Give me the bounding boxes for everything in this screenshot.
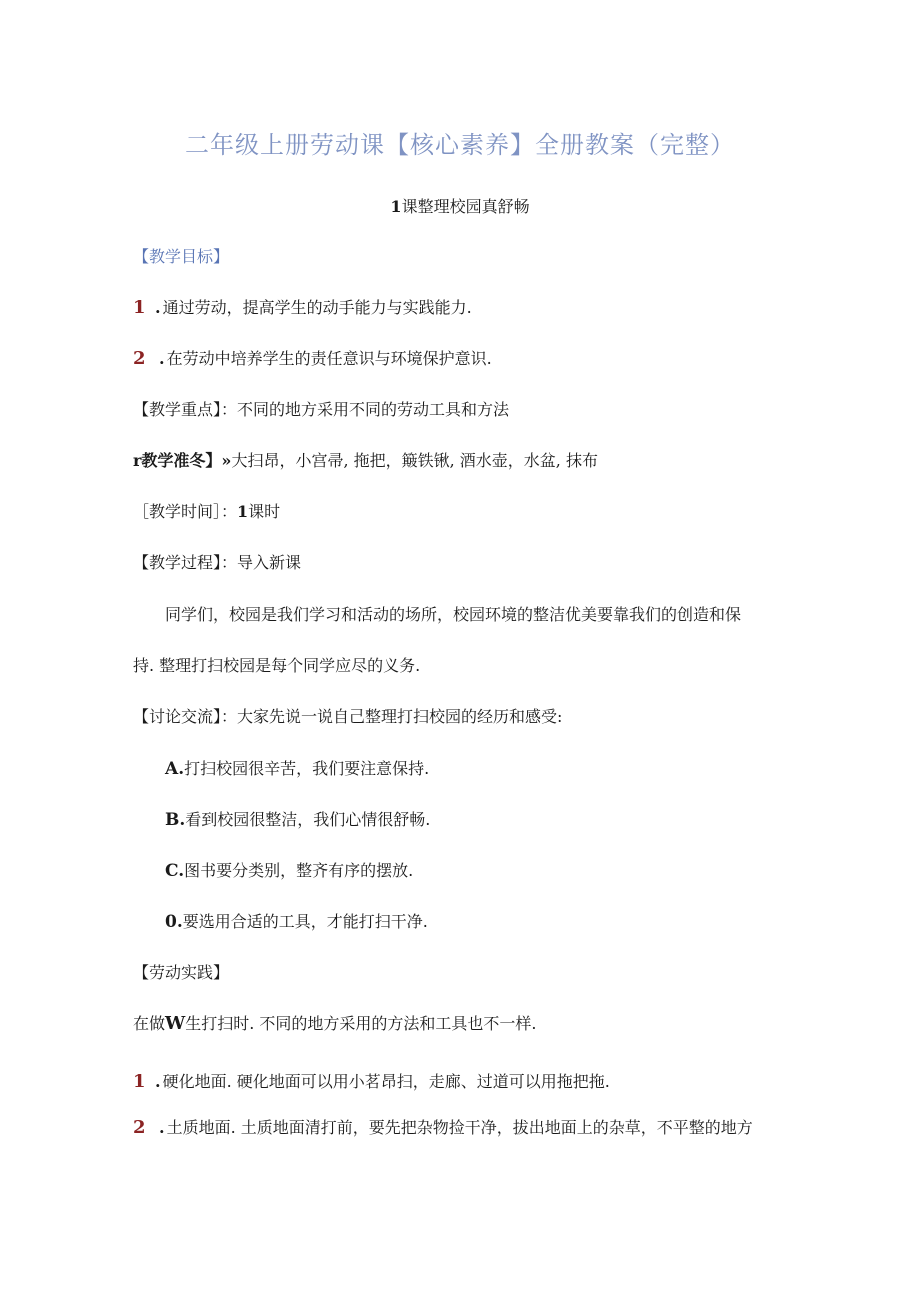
discussion-option: [165, 912, 428, 932]
document-title: 二年级上册劳动课【核心素养】全册教案（完整）: [185, 131, 735, 159]
option-text: 要选用合适的工具，才能打扫干净.: [182, 912, 428, 931]
discussion-option: [165, 861, 413, 881]
goal-number: 2: [133, 348, 146, 369]
option-letter: A.: [165, 759, 185, 779]
option-letter: B.: [165, 810, 186, 830]
discussion-label: 【讨论交流】：: [133, 707, 238, 726]
practice-text: 土质地面. 土质地面清打前，要先把杂物捡干净，拔出地面上的杂草，不平整的地方: [166, 1118, 753, 1137]
goals-heading: 【教学目标】: [133, 247, 230, 266]
time-label: ［教学时间］：: [133, 502, 238, 521]
option-text: 打扫校园很辛苦，我们要注意保持.: [184, 759, 430, 778]
option-letter: 0.: [165, 912, 183, 932]
preparation-text: 大扫昂，小宫帚, 拖把，簸铁锹, 酒水壶，水盆, 抹布: [231, 451, 598, 470]
lesson-name: 课整理校园真舒畅: [401, 197, 530, 216]
practice-number: 2: [133, 1117, 146, 1138]
process-label: 【教学过程】：: [133, 553, 238, 572]
practice-text: 硬化地面. 硬化地面可以用小茗昂扫，走廊、过道可以用拖把拖.: [162, 1072, 610, 1091]
preparation-label: r教学准冬】»: [133, 451, 232, 470]
goal-text: 在劳动中培养学生的责任意识与环境保护意识.: [166, 349, 492, 368]
practice-item: 1 . 硬化地面. 硬化地面可以用小茗昂扫，走廊、过道可以用拖把拖.: [133, 1071, 610, 1092]
goal-item: 1 . 通过劳动，提高学生的动手能力与实践能力.: [133, 297, 472, 318]
lesson-number: 1: [390, 197, 402, 216]
key-point-text: 不同的地方采用不同的劳动工具和方法: [237, 400, 510, 419]
intro-paragraph-line: 持. 整理打扫校园是每个同学应尽的义务.: [133, 656, 421, 675]
practice-intro: [133, 1014, 537, 1034]
practice-number: 1: [133, 1071, 146, 1092]
process-text: 导入新课: [237, 553, 302, 572]
discussion-option: [165, 810, 430, 830]
discussion-option: [165, 759, 429, 779]
time-value: 1: [237, 502, 249, 521]
teaching-process: [133, 553, 301, 573]
intro-paragraph-line: 同学们，校园是我们学习和活动的场所，校园环境的整洁优美要靠我们的创造和保: [165, 605, 742, 624]
discussion-text: 大家先说一说自己整理打扫校园的经历和感受:: [237, 707, 563, 726]
discussion: [133, 707, 562, 727]
option-text: 看到校园很整洁，我们心情很舒畅.: [185, 810, 431, 829]
key-point-label: 【教学重点】：: [133, 400, 238, 419]
option-text: 图书要分类别，整齐有序的摆放.: [184, 861, 414, 880]
preparation: [133, 451, 598, 471]
teaching-time: [133, 502, 280, 522]
goal-number: 1: [133, 297, 146, 318]
lesson-title: [0, 197, 920, 217]
practice-intro-bold: W: [165, 1013, 186, 1034]
option-letter: C.: [165, 861, 185, 881]
goal-text: 通过劳动，提高学生的动手能力与实践能力.: [162, 298, 472, 317]
practice-item: 2 . 土质地面. 土质地面清打前，要先把杂物捡干净，拔出地面上的杂草，不平整的地方: [133, 1117, 753, 1138]
practice-heading: 【劳动实践】: [133, 963, 230, 982]
practice-intro-before: 在做: [133, 1014, 166, 1033]
goal-item: 2 . 在劳动中培养学生的责任意识与环境保护意识.: [133, 348, 492, 369]
key-point: [133, 400, 509, 420]
time-unit: 课时: [248, 502, 281, 521]
practice-intro-after: 生打扫时. 不同的地方采用的方法和工具也不一样.: [185, 1014, 537, 1033]
